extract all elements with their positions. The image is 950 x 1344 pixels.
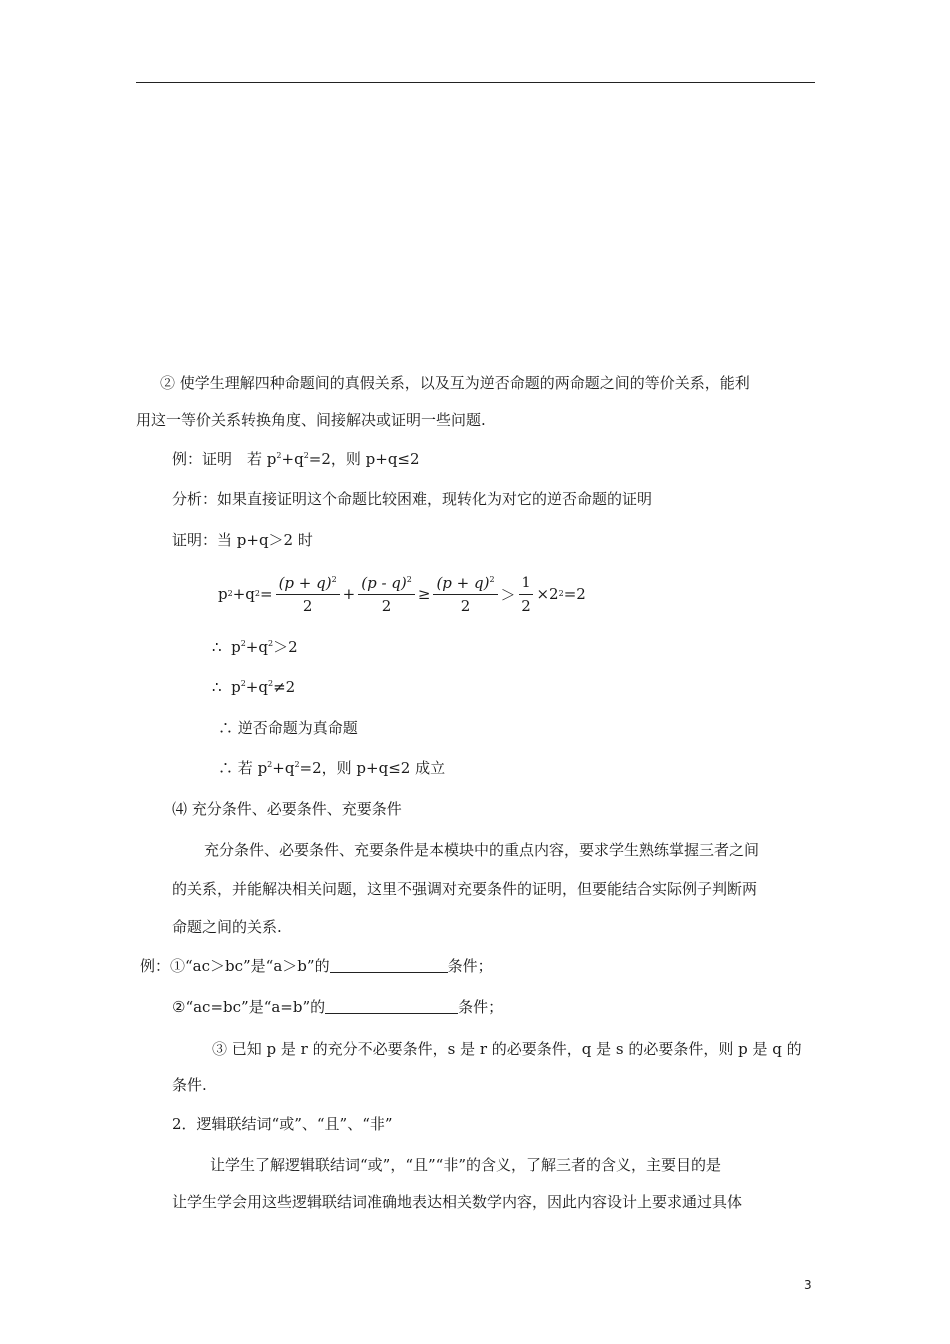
- paragraph-line: 充分条件、必要条件、充要条件是本模块中的重点内容，要求学生熟练掌握三者之间: [204, 841, 760, 859]
- exercise-1: 例：①“ac＞bc”是“a＞b”的 条件；: [140, 957, 493, 975]
- paragraph-line: 的关系，并能解决相关问题，这里不强调对充要条件的证明，但要能结合实际例子判断两: [172, 880, 758, 898]
- therefore-line: ∴ 逆否命题为真命题: [218, 719, 358, 737]
- paragraph-line: 让学生了解逻辑联结词“或”，“且”“非”的含义，了解三者的含义，主要目的是: [210, 1156, 722, 1174]
- paragraph-line: ② 使学生理解四种命题间的真假关系，以及互为逆否命题的两命题之间的等价关系，能利: [160, 374, 750, 392]
- fraction: $\frac{(p - q)^2}{2}$: [358, 572, 415, 617]
- example-statement: 例：证明 若 $p^2+q^2=2$，则 p+q≤2: [172, 450, 420, 468]
- section-heading: 2．逻辑联结词“或”、“且”、“非”: [172, 1115, 393, 1133]
- answer-blank[interactable]: [325, 999, 458, 1014]
- therefore-line: ∴ $p^2+q^2\ne 2$: [212, 678, 296, 696]
- answer-blank[interactable]: [330, 958, 448, 973]
- exercise-3-cont: 条件.: [172, 1076, 207, 1094]
- exercise-3: ③ 已知 p 是 r 的充分不必要条件，s 是 r 的必要条件，q 是 s 的必要条件，则 p 是 q 的: [212, 1040, 802, 1058]
- analysis-line: 分析：如果直接证明这个命题比较困难，现转化为对它的逆否命题的证明: [172, 490, 653, 508]
- proof-start: 证明：当 p+q＞2 时: [172, 531, 313, 549]
- proof-formula: p 2 + q 2 = $\frac{(p + q)^2}{2}$ + $\frac{(p - q)^2}{2}$ ≥ $\frac{(p + q)^2}{2}$ ＞ $\frac{1}{2}$ ×2 2 =2: [218, 573, 586, 615]
- fraction-half: $\frac{1}{2}$: [519, 572, 534, 617]
- fraction: $\frac{(p + q)^2}{2}$: [433, 572, 497, 617]
- header-rule: [136, 82, 815, 83]
- paragraph-line: 命题之间的关系.: [172, 918, 282, 936]
- paragraph-line: 用这一等价关系转换角度、间接解决或证明一些问题.: [136, 411, 486, 429]
- therefore-line: ∴ $p^2+q^2>2$: [212, 638, 298, 656]
- therefore-line: ∴ 若 $p^2+q^2=2$，则 p+q≤2 成立: [218, 759, 446, 777]
- fraction: $\frac{(p + q)^2}{2}$: [276, 572, 340, 617]
- exercise-2: ②“ac=bc”是“a=b”的 条件；: [172, 998, 504, 1016]
- page-number: 3: [804, 1278, 812, 1292]
- section-heading: ⑷ 充分条件、必要条件、充要条件: [172, 800, 402, 818]
- paragraph-line: 让学生学会用这些逻辑联结词准确地表达相关数学内容，因此内容设计上要求通过具体: [172, 1193, 743, 1211]
